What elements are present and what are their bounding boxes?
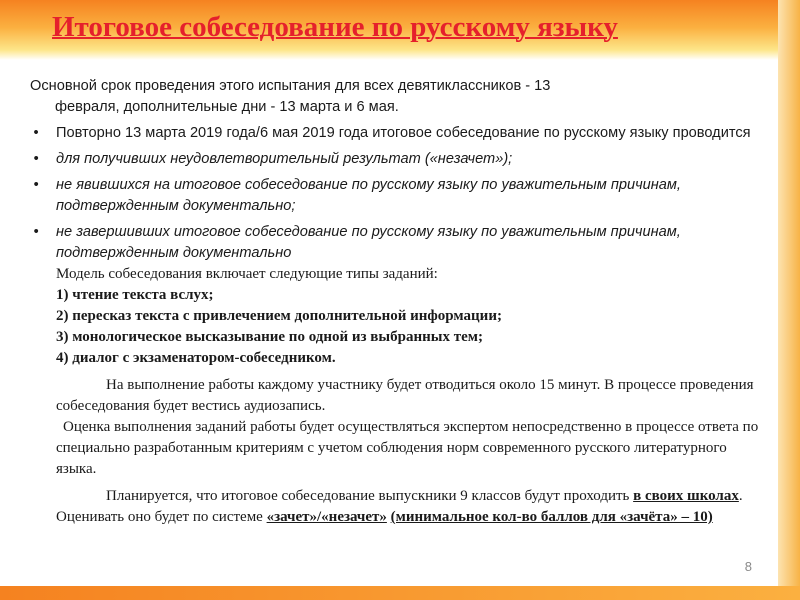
header-fade xyxy=(0,50,800,60)
model-section xyxy=(56,264,765,528)
intro-paragraph xyxy=(30,76,765,118)
right-decor-strip xyxy=(778,0,800,600)
plan-paragraph xyxy=(56,486,765,528)
bullet-list xyxy=(30,123,765,264)
bullet-text: для получивших неудовлетворительный результат («незачет»); xyxy=(56,151,513,167)
task-item: 1) чтение текста вслух; xyxy=(56,287,214,303)
list-item xyxy=(30,175,765,217)
bullet-text: не явившихся на итоговое собеседование по русскому языку по уважительным причинам, подтвержденным документально; xyxy=(56,177,681,214)
intro-line-1: Основной срок проведения этого испытания для всех девятиклассников - 13 xyxy=(30,78,551,94)
time-paragraph: На выполнение работы каждому участнику будет отводиться около 15 минут. В процессе проведения собеседования будет вестись аудиозапись. xyxy=(56,377,754,414)
plan-minimum-score: (минимальное кол-во баллов для «зачёта» – 10) xyxy=(390,509,713,525)
footer-bar xyxy=(0,586,800,600)
plan-grading-system: «зачет»/«незачет» xyxy=(266,509,387,525)
slide-title: Итоговое собеседование по русскому языку xyxy=(52,11,618,43)
task-item: 3) монологическое высказывание по одной из выбранных тем; xyxy=(56,329,483,345)
intro-line-2: февраля, дополнительные дни - 13 марта и 6 мая. xyxy=(55,99,399,115)
bullet-icon: • xyxy=(33,177,39,193)
bullet-text: Повторно 13 марта 2019 года/6 мая 2019 года итоговое собеседование по русскому языку проводится xyxy=(56,125,751,141)
task-item: 2) пересказ текста с привлечением дополнительной информации; xyxy=(56,308,502,324)
assessment-paragraph: Оценка выполнения заданий работы будет осуществляться экспертом непосредственно в процессе ответа по специально разработанным критериям с учетом соблюдения норм современного русского литературного языка. xyxy=(56,419,759,477)
bullet-text: не завершивших итоговое собеседование по русскому языку по уважительным причинам, подтвержденным документально xyxy=(56,224,681,261)
slide-content xyxy=(30,76,765,528)
model-heading: Модель собеседования включает следующие типы заданий: xyxy=(56,266,438,282)
page-number: 8 xyxy=(744,559,752,574)
bullet-icon: • xyxy=(33,224,39,240)
task-item: 4) диалог с экзаменатором-собеседником. xyxy=(56,350,336,366)
list-item xyxy=(30,123,765,144)
list-item xyxy=(30,222,765,264)
plan-text-mid: . Оценивать оно будет по системе xyxy=(56,488,743,525)
list-item xyxy=(30,149,765,170)
bullet-icon: • xyxy=(33,125,39,141)
bullet-icon: • xyxy=(33,151,39,167)
plan-schools: в своих школах xyxy=(633,488,739,504)
plan-text-start: Планируется, что итоговое собеседование выпускники 9 классов будут проходить xyxy=(106,488,634,504)
